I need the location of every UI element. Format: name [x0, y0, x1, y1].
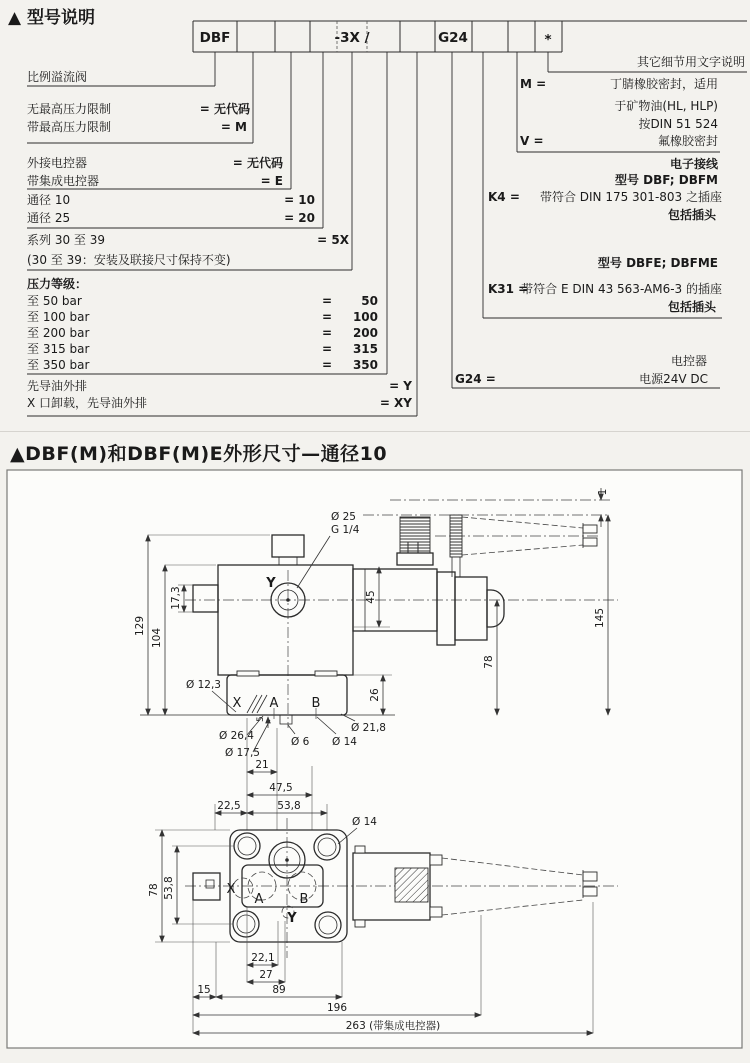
dim-78-lower: 78 [148, 883, 160, 897]
dim-47-5: 47,5 [269, 782, 293, 794]
controller-connector [395, 868, 428, 902]
dim-53-8-left: 53,8 [163, 876, 175, 900]
dim-17-5: Ø 17,5 [225, 747, 260, 759]
k4-key: K4 = [488, 190, 520, 204]
section-divider [0, 431, 750, 432]
seal-m-line2: 于矿物油(HL, HLP) [614, 99, 718, 113]
dim-22-1: 22,1 [251, 952, 275, 964]
option-code: = 10 [284, 193, 315, 207]
option-label: 系列 30 至 39 [27, 233, 105, 247]
port-a-label: A [269, 696, 279, 711]
port-b-label: B [299, 892, 309, 907]
dimensions-section-title: ▲DBF(M)和DBF(M)E外形尺寸—通径10 [10, 443, 388, 465]
dim-104: 104 [151, 627, 163, 649]
right-options [455, 54, 745, 386]
port-b-label: B [311, 696, 321, 711]
option-label: 无最高压力限制 [27, 102, 112, 116]
option-code: = Y [389, 379, 412, 393]
k31-note: 包括插头 [667, 300, 716, 314]
dim-27: 27 [259, 969, 273, 981]
eq: = [322, 294, 333, 308]
connector-pin [583, 525, 597, 533]
g24-key: G24 = [455, 372, 496, 386]
pressure-heading: 压力等级： [27, 277, 88, 291]
other-details-label: 其它细节用文字说明 [636, 55, 745, 69]
dim-196: 196 [326, 1002, 348, 1014]
port-x-label: X [226, 882, 236, 897]
dim-1: 1 [597, 488, 609, 496]
dim-26: 26 [369, 688, 381, 702]
seal-v-label: 氟橡胶密封 [657, 134, 718, 148]
eq: = [322, 358, 333, 372]
option-label: 至 350 bar [27, 358, 90, 372]
type-dbfe-label: 型号 DBFE; DBFME [597, 256, 718, 270]
option-code: = XY [379, 396, 412, 410]
option-code: = 无代码 [232, 156, 283, 170]
code-box-g24: G24 [438, 30, 468, 46]
option-label: X 口卸载，先导油外排 [27, 396, 148, 410]
dimension-drawing [0, 466, 750, 1063]
option-code: = M [220, 120, 247, 134]
type-dbf-label: 型号 DBF; DBFM [614, 173, 718, 187]
dim-21-8: Ø 21,8 [351, 722, 386, 734]
option-label: 至 50 bar [27, 294, 82, 308]
option-label: 先导油外排 [27, 379, 88, 393]
k31-connector [450, 515, 462, 557]
dim-5: 5 [256, 716, 266, 722]
dim-12-3: Ø 12,3 [186, 679, 221, 691]
left-options [27, 69, 412, 410]
dim-14-upper: Ø 14 [332, 736, 357, 748]
eq: = [322, 326, 333, 340]
option-code: 100 [352, 310, 378, 324]
option-code: = E [260, 174, 283, 188]
wiring-title: 电子接线 [669, 157, 718, 171]
dim-g14: G 1/4 [331, 524, 360, 536]
drawing-frame [7, 470, 742, 1048]
k4-note: 包括插头 [667, 208, 716, 222]
dim-263: 263 (带集成电控器) [345, 1020, 441, 1032]
connector-pin [583, 538, 597, 546]
seal-m-key: M = [520, 77, 547, 91]
g24-label: 电源24V DC [639, 372, 708, 386]
option-label: 外接电控器 [27, 156, 88, 170]
dim-6: Ø 6 [291, 736, 310, 748]
port-x-label: X [232, 696, 242, 711]
option-label: 至 315 bar [27, 342, 90, 356]
code-box-3x: -3X / [334, 30, 370, 46]
dim-53-8-top: 53,8 [277, 800, 301, 812]
plug-connector [400, 517, 430, 553]
k31-label: 带符合 E DIN 43 563-AM6-3 的插座 [521, 282, 722, 296]
k31-key: K31 = [488, 282, 529, 296]
option-label: 带集成电控器 [27, 174, 100, 188]
connector-pin [583, 872, 597, 881]
connector-pin [583, 887, 597, 896]
option-label: 比例溢流阀 [27, 70, 88, 84]
port-a-label: A [254, 892, 264, 907]
option-label: 通径 10 [27, 193, 71, 207]
dim-17-3: 17,3 [170, 586, 182, 610]
controller-label: 电控器 [670, 354, 707, 368]
option-code: 315 [352, 342, 378, 356]
option-code: = 5X [317, 233, 349, 247]
dim-129: 129 [134, 615, 146, 637]
code-box-row [193, 21, 747, 52]
dim-45: 45 [365, 590, 377, 604]
seal-v-key: V = [520, 134, 544, 148]
seal-m-line1: 丁腈橡胶密封，适用 [609, 77, 718, 91]
dim-78-upper: 78 [483, 655, 495, 669]
seal-m-line3: 按DIN 51 524 [638, 117, 718, 131]
dim-22-5: 22,5 [217, 800, 241, 812]
eq: = [322, 342, 333, 356]
option-label: 通径 25 [27, 211, 71, 225]
k4-label: 带符合 DIN 175 301-803 之插座 [539, 190, 722, 204]
dim-26-4: Ø 26,4 [219, 730, 254, 742]
page-title: ▲ 型号说明 [8, 8, 95, 28]
option-label: 至 100 bar [27, 310, 90, 324]
option-code: 350 [352, 358, 378, 372]
option-label: 至 200 bar [27, 326, 90, 340]
option-code: 50 [361, 294, 378, 308]
eq: = [322, 310, 333, 324]
option-code: = 20 [284, 211, 315, 225]
dim-89: 89 [272, 984, 286, 996]
dim-14-lower: Ø 14 [352, 816, 377, 828]
option-note: (30 至 39：安装及联接尺寸保持不变) [27, 253, 231, 267]
model-code-diagram [0, 0, 750, 430]
y-port-label: Y [266, 576, 276, 591]
dim-145: 145 [594, 607, 606, 629]
option-label: 带最高压力限制 [27, 120, 112, 134]
dim-15: 15 [197, 984, 211, 996]
code-box-star: * [544, 32, 552, 48]
code-box-dbf: DBF [199, 30, 231, 46]
dim-d25: Ø 25 [331, 511, 356, 523]
dim-21: 21 [255, 759, 269, 771]
option-code: 200 [352, 326, 378, 340]
port-y-label: Y [287, 911, 297, 926]
option-code: = 无代码 [199, 102, 250, 116]
